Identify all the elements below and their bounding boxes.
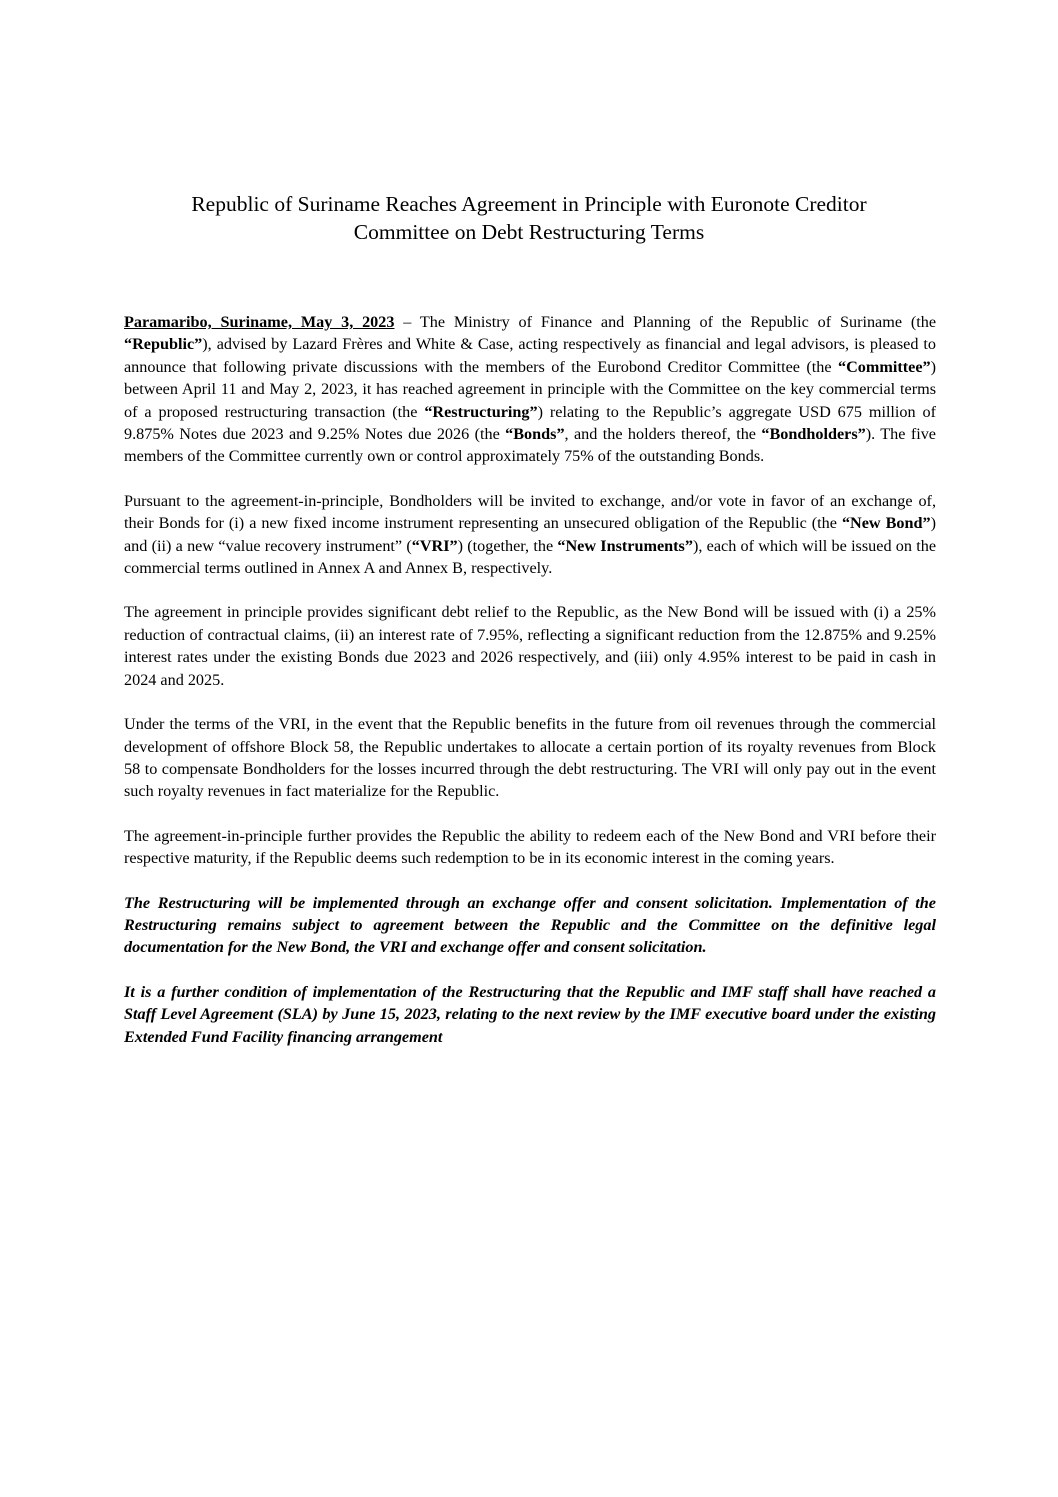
paragraph-imf-condition: It is a further condition of implementation of the Restructuring that the Republic and IMF staff shall have reached a Staff Level Agreement (SLA) by June 15, 2023, relating to the next review by the IMF executive board under the existing Extended Fund Facility financing arrangement <box>124 982 936 1046</box>
intro-text-2: ), advised by Lazard Frères and White & Case, acting respectively as financial and legal advisors, is pleased to announce that following private discussions with the members of the Eurobond Creditor Committee (the <box>124 335 936 376</box>
exchange-text-1: Pursuant to the agreement-in-principle, Bondholders will be invited to exchange, and/or vote in favor of an exchange of, their Bonds for (i) a new fixed income instrument representing an unsecured obligation of the Republic (the <box>124 491 936 533</box>
term-bonds: “Bonds” <box>505 425 565 444</box>
intro-text-6: ). The five members of the Committee currently own or control approximately 75% of the outstanding Bonds. <box>124 425 936 466</box>
term-bondholders: “Bondholders” <box>761 425 866 444</box>
title-line-1: Republic of Suriname Reaches Agreement in Principle with Euronote Creditor <box>191 192 867 216</box>
term-new-instruments: “New Instruments” <box>557 536 693 555</box>
term-vri: “VRI” <box>411 536 458 555</box>
paragraph-implementation: The Restructuring will be implemented through an exchange offer and consent solicitation. Implementation of the Restructuring remains subject to agreement between the Republic and the Committee on the definitive legal documentation for the New Bond, the VRI and exchange offer and consent solicitation. <box>124 893 936 957</box>
intro-text-3: ) between April 11 and May 2, 2023, it has reached agreement in principle with the Committee on the key commercial terms of a proposed restructuring transaction (the <box>124 357 936 421</box>
intro-text-1: – The Ministry of Finance and Planning of the Republic of Suriname (the <box>394 313 937 331</box>
paragraph-redemption: The agreement-in-principle further provides the Republic the ability to redeem each of the New Bond and VRI before their respective maturity, if the Republic deems such redemption to be in its economic interest in the coming years. <box>124 826 936 868</box>
exchange-text-4: ), each of which will be issued on the commercial terms outlined in Annex A and Annex B, respectively. <box>124 536 937 578</box>
paragraph-vri-terms: Under the terms of the VRI, in the event that the Republic benefits in the future from oil revenues through the commercial development of offshore Block 58, the Republic undertakes to allocate a certain portion of its royalty revenues from Block 58 to compensate Bondholders for the losses incurred through the debt restructuring. The VRI will only pay out in the event such royalty revenues in fact materialize for the Republic. <box>124 715 936 801</box>
exchange-text-3: ) (together, the <box>457 536 558 555</box>
term-restructuring: “Restructuring” <box>424 402 538 421</box>
term-committee: “Committee” <box>838 357 931 376</box>
paragraph-exchange <box>124 490 936 580</box>
intro-text-4: ) relating to the Republic’s aggregate USD 675 million of 9.875% Notes due 2023 and 9.25% Notes due 2026 (the <box>124 402 937 444</box>
document-title <box>100 190 958 246</box>
dateline: Paramaribo, Suriname, May 3, 2023 <box>124 313 395 331</box>
exchange-text-2: ) and (ii) a new “value recovery instrument” ( <box>124 514 936 555</box>
term-republic: “Republic” <box>124 335 203 354</box>
intro-text-5: , and the holders thereof, the <box>564 425 762 444</box>
paragraph-intro <box>124 311 936 468</box>
document-body <box>124 311 936 1070</box>
paragraph-debt-relief: The agreement in principle provides significant debt relief to the Republic, as the New Bond will be issued with (i) a 25% reduction of contractual claims, (ii) an interest rate of 7.95%, reflecting a significant reduction from the 12.875% and 9.25% interest rates under the existing Bonds due 2023 and 2026 respectively, and (iii) only 4.95% interest to be paid in cash in 2024 and 2025. <box>124 603 936 689</box>
term-new-bond: “New Bond” <box>841 514 931 533</box>
title-line-2: Committee on Debt Restructuring Terms <box>353 220 705 244</box>
